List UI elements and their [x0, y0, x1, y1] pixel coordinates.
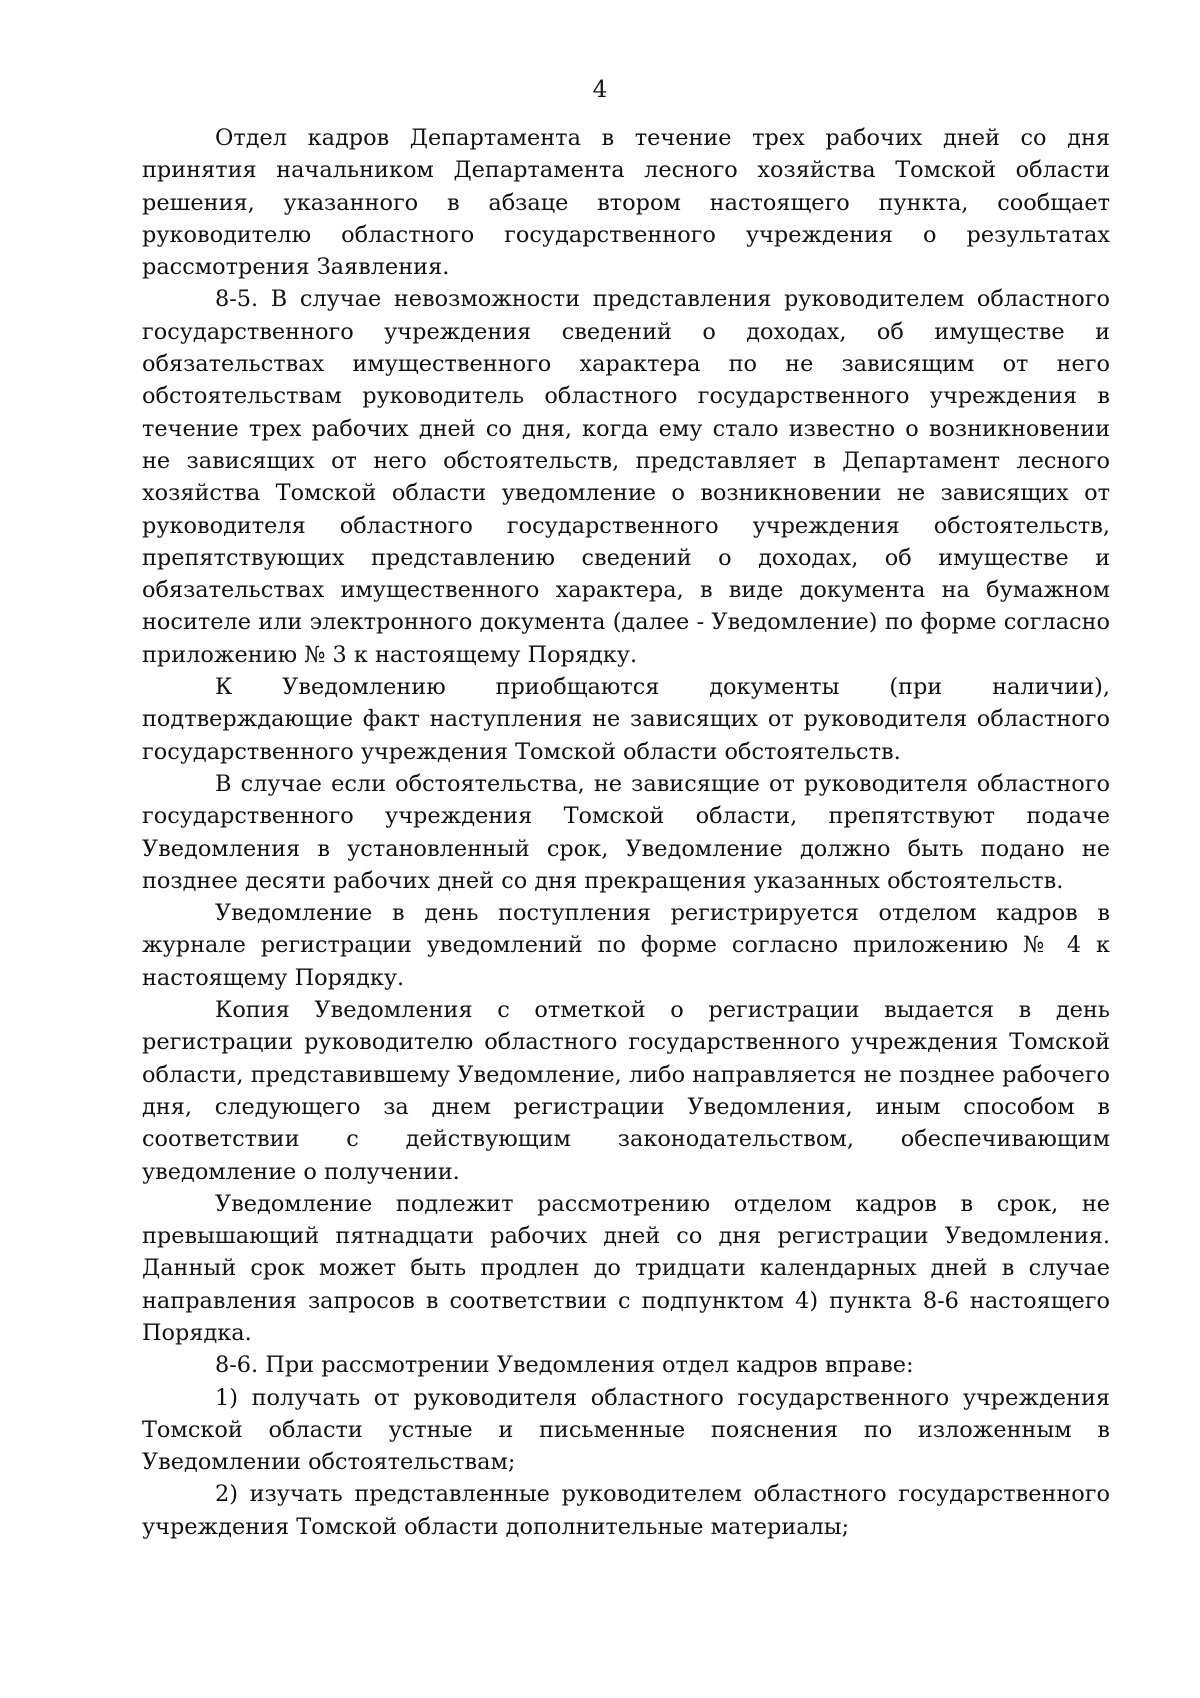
- page-number: 4: [592, 77, 608, 103]
- paragraph: Отдел кадров Департамента в течение трех рабочих дней со дня принятия начальником Департамента лесного хозяйства Томской области решения, указанного в абзаце втором настоящего пункта, сообщает руководителю областного государственного учреждения о результатах рассмотрения Заявления.: [142, 125, 1110, 281]
- paragraph: 2) изучать представленные руководителем областного государственного учреждения Томской области дополнительные материалы;: [142, 1481, 1110, 1540]
- paragraph: Копия Уведомления с отметкой о регистрации выдается в день регистрации руководителю областного государственного учреждения Томской области, представившему Уведомление, либо направляется не позднее рабочего дня, следующего за днем регистрации Уведомления, иным способом в соответствии с действующим законодательством, обеспечивающим уведомление о получении.: [142, 997, 1110, 1185]
- paragraph: 8-6. При рассмотрении Уведомления отдел кадров вправе:: [215, 1352, 914, 1379]
- paragraph: Уведомление подлежит рассмотрению отделом кадров в срок, не превышающий пятнадцати рабочих дней со дня регистрации Уведомления. Данный срок может быть продлен до тридцати календарных дней в случае направления запросов в соответствии с подпунктом 4) пункта 8-6 настоящего Порядка.: [142, 1190, 1110, 1346]
- paragraph: 8-5. В случае невозможности представления руководителем областного государственного учреждения сведений о доходах, об имуществе и обязательствах имущественного характера по не зависящим от него обстоятельствам руководитель областного государственного учреждения в течение трех рабочих дней со дня, когда ему стало известно о возникновении не зависящих от него обстоятельств, представляет в Департамент лесного хозяйства Томской области уведомление о возникновении не зависящих от руководителя областного государственного учреждения обстоятельств, препятствующих представлению сведений о доходах, об имуществе и обязательствах имущественного характера, в виде документа на бумажном носителе или электронного документа (далее - Уведомление) по форме согласно приложению № 3 к настоящему Порядку.: [142, 286, 1110, 668]
- paragraph: 1) получать от руководителя областного государственного учреждения Томской области устные и письменные пояснения по изложенным в Уведомлении обстоятельствам;: [142, 1384, 1110, 1476]
- paragraph: К Уведомлению приобщаются документы (при наличии), подтверждающие факт наступления не зависящих от руководителя областного государственного учреждения Томской области обстоятельств.: [142, 674, 1110, 765]
- document-body: [142, 122, 1110, 1543]
- paragraph: Уведомление в день поступления регистрируется отделом кадров в журнале регистрации уведомлений по форме согласно приложению № 4 к настоящему Порядку.: [142, 900, 1110, 991]
- paragraph: В случае если обстоятельства, не зависящие от руководителя областного государственного учреждения Томской области, препятствуют подаче Уведомления в установленный срок, Уведомление должно быть подано не позднее десяти рабочих дней со дня прекращения указанных обстоятельств.: [142, 770, 1110, 894]
